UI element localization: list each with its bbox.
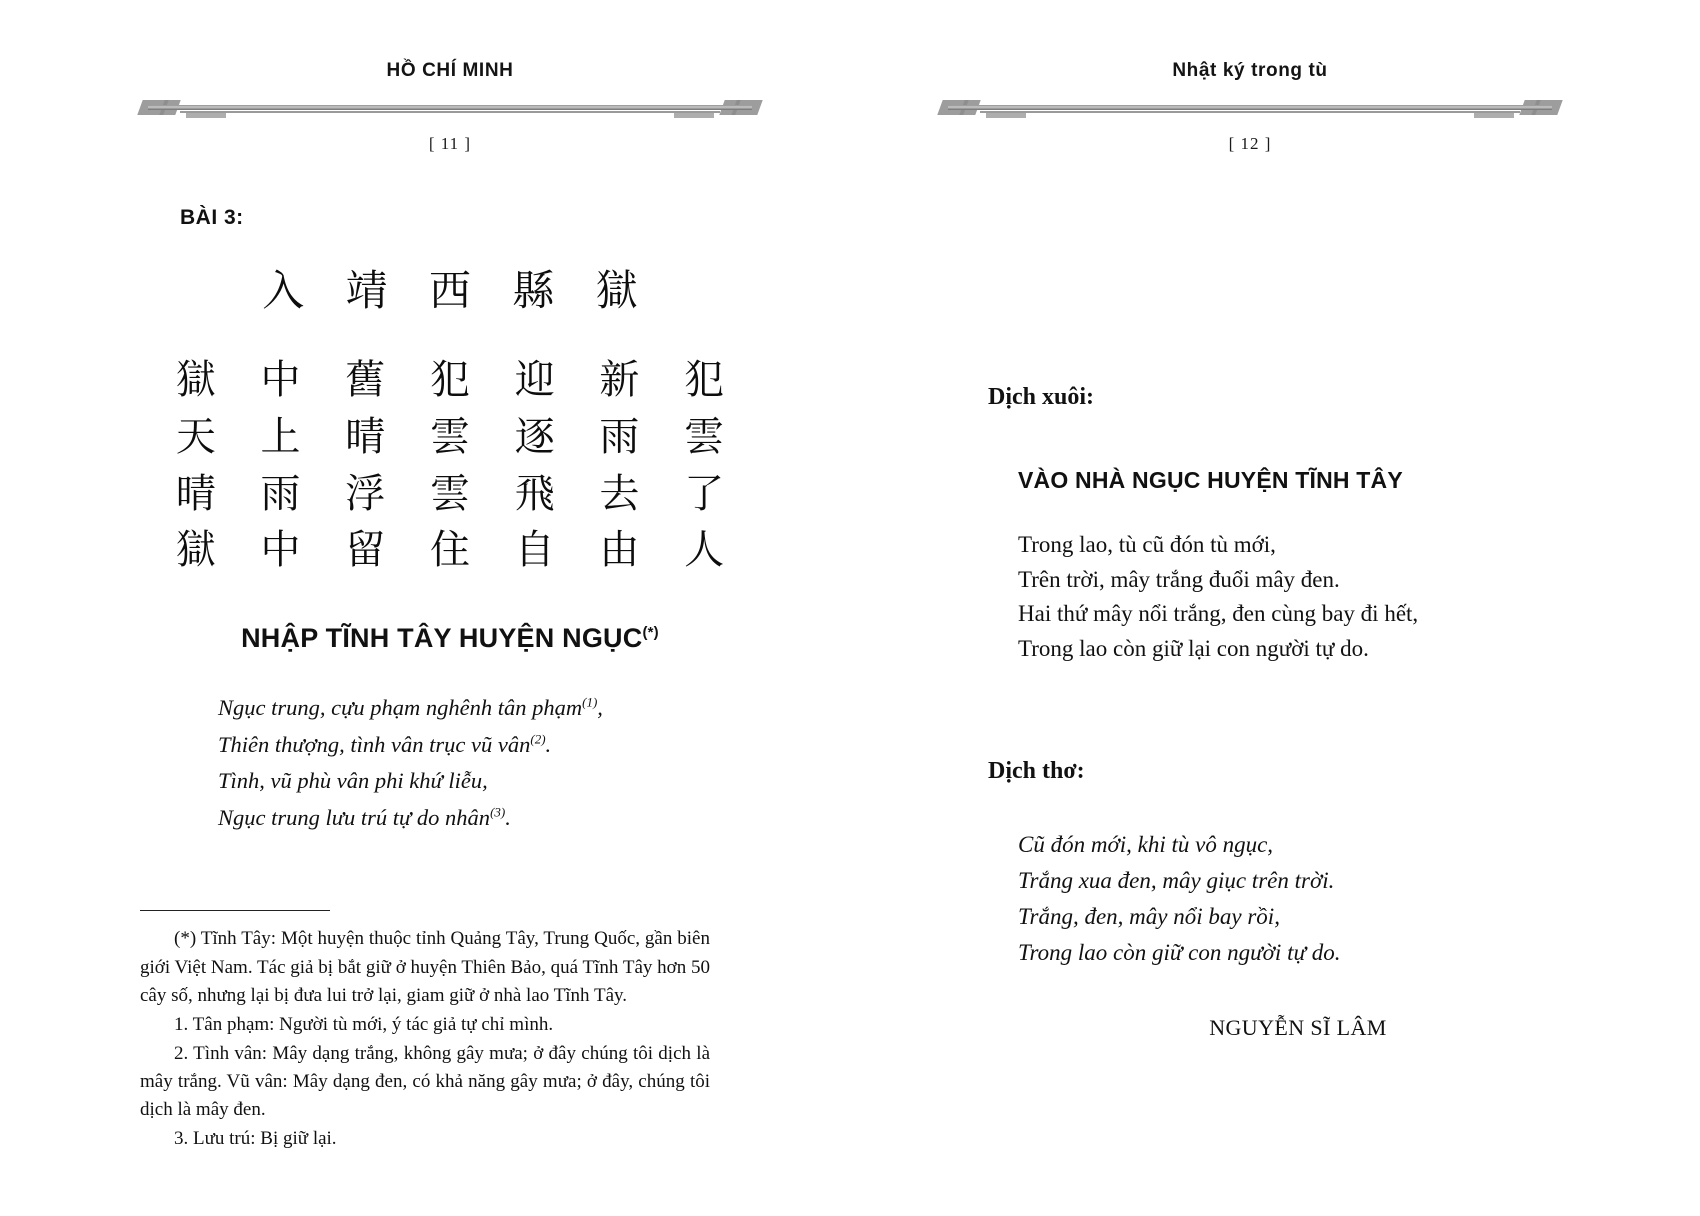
verse-translation-label: Dịch thơ: [988,758,1085,784]
prose-translation-label: Dịch xuôi: [988,384,1095,410]
verse-line: Trắng xua đen, mây giục trên trời. [1018,868,1335,894]
footnote-item: 2. Tình vân: Mây dạng trắng, không gây mưa; ở đây chúng tôi dịch là mây trắng. Vũ vân: Mây dạng đen, có khả năng gây mưa; ở đây, chúng tôi dịch là mây đen. [140,1042,710,1121]
right-page-number: [ 12 ] [1228,134,1272,153]
line-punctuation: , [597,695,603,721]
prose-line: Trong lao, tù cũ đón tù mới, [1018,532,1276,557]
footnote-marker: (2) [530,731,546,747]
line-punctuation: . [545,731,552,757]
left-page-number: [ 11 ] [428,134,472,153]
ornamental-rule-left [140,96,760,122]
line-punctuation: . [505,804,511,830]
prose-translation-body [1018,528,1560,666]
right-running-head: Nhật ký trong tù [1172,60,1328,81]
footnote-item: 3. Lưu trú: Bị giữ lại. [174,1128,337,1150]
footnote-item: 1. Tân phạm: Người tù mới, ý tác giả tự chỉ mình. [174,1013,554,1035]
han-viet-transliteration [218,690,760,836]
verse-line: Trắng, đen, mây nổi bay rồi, [1018,904,1280,930]
footnote-marker: (1) [582,694,598,710]
han-line: 獄 中 舊 犯 迎 新 犯 [175,357,741,403]
prose-line: Trên trời, mây trắng đuổi mây đen. [1018,566,1340,592]
prose-line: Trong lao còn giữ lại con người tự do. [1018,635,1369,661]
han-viet-line [218,800,760,836]
vietnamese-transliterated-title [140,623,760,654]
han-line: 晴 雨 浮 雲 飛 去 了 [175,470,741,517]
verse-line: Cũ đón mới, khi tù vô ngục, [1018,832,1274,857]
title-footnote-marker: (*) [642,624,659,642]
ornamental-rule-right [940,96,1560,122]
han-viet-line-text: Tình, vũ phù vân phi khứ liễu, [218,768,488,794]
han-poem [140,352,760,579]
prose-line: Hai thứ mây nổi trắng, đen cùng bay đi hết, [1018,601,1419,626]
han-viet-line-text: Ngục trung lưu trú tự do nhân [218,804,491,830]
verse-line: Trong lao còn giữ con người tự do. [1018,940,1341,966]
footnote-separator [140,910,330,912]
han-line: 獄 中 留 住 自 由 人 [175,527,741,574]
han-viet-line [218,763,760,799]
translator-credit: NGUYỄN SĨ LÂM [1209,1015,1387,1041]
poem-label: BÀI 3: [180,206,244,229]
han-title: 入 靖 西 縣 獄 [262,266,652,315]
verse-translation-body [1018,827,1560,971]
vietnamese-title-text: NHẬP TĨNH TÂY HUYỆN NGỤC [241,623,643,654]
han-viet-line [218,727,760,763]
footnote-item: (*) Tĩnh Tây: Một huyện thuộc tỉnh Quảng Tây, Trung Quốc, gần biên giới Việt Nam. Tác giả bị bắt giữ ở huyện Thiên Bảo, quá Tĩnh Tây hơn 50 cây số, nhưng lại bị đưa lui trở lại, giam giữ ở nhà lao Tĩnh Tây. [140,928,710,1006]
han-line: 天 上 晴 雲 逐 雨 雲 [175,413,741,460]
footnote-marker: (3) [490,804,506,819]
prose-translation-title: VÀO NHÀ NGỤC HUYỆN TĨNH TÂY [1018,467,1403,493]
footnotes [140,925,710,1153]
han-viet-line-text: Thiên thượng, tình vân trục vũ vân [218,731,531,757]
han-viet-line-text: Ngục trung, cựu phạm nghênh tân phạm [218,695,583,721]
left-running-head: HỒ CHÍ MINH [386,60,514,81]
han-viet-line [218,690,760,726]
right-page [850,0,1700,1216]
